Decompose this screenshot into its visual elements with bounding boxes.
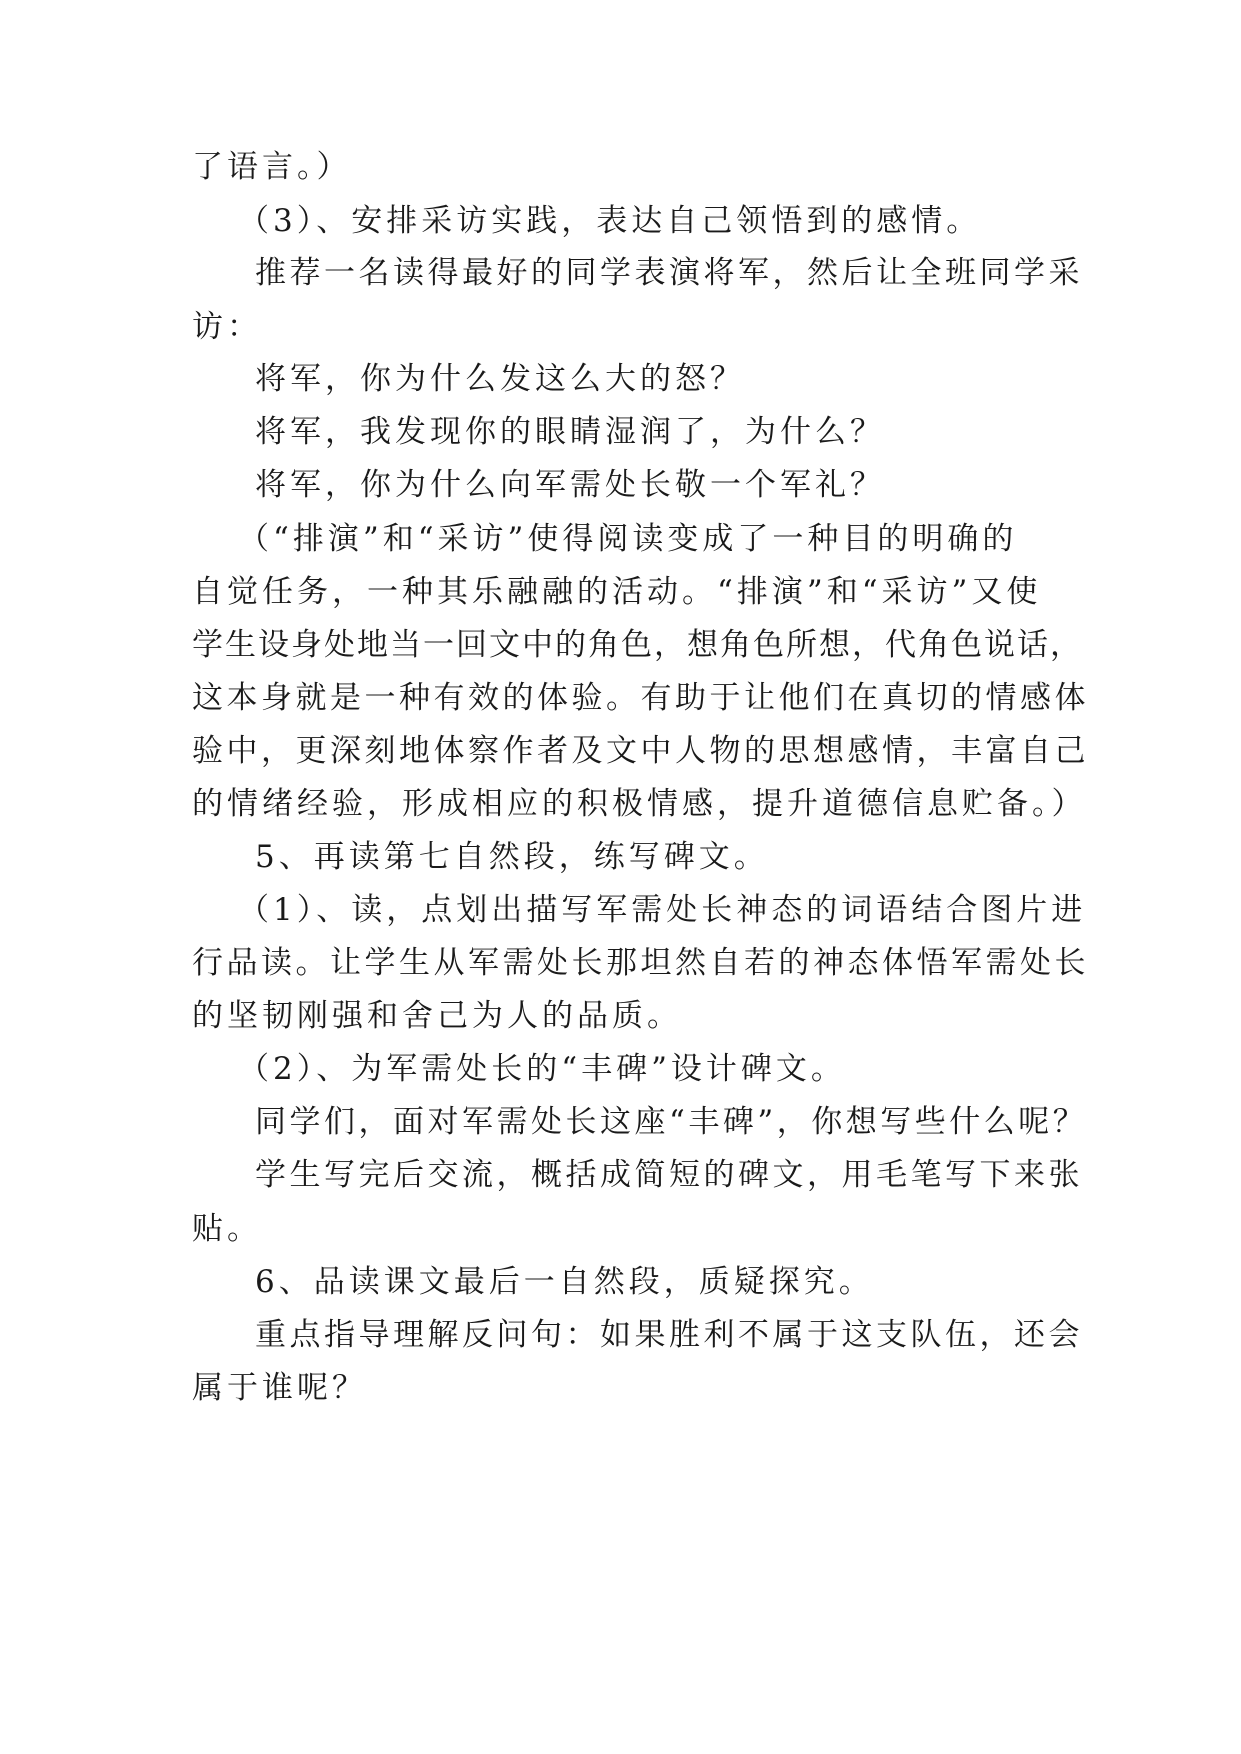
text-line: 了语言。） xyxy=(192,149,352,185)
text-line: 6、品读课文最后一自然段，质疑探究。 xyxy=(255,1264,874,1300)
text-line: 贴。 xyxy=(192,1211,262,1247)
text-line: 的情绪经验，形成相应的积极情感，提升道德信息贮备。） xyxy=(192,786,1087,822)
text-line: 属于谁呢？ xyxy=(192,1370,367,1406)
text-line: 同学们，面对军需处长这座“丰碑”，你想写些什么呢？ xyxy=(255,1104,1088,1140)
text-line: 行品读。让学生从军需处长那坦然自若的神态体悟军需处长 xyxy=(192,945,1089,981)
text-line: 推荐一名读得最好的同学表演将军，然后让全班同学采 xyxy=(255,255,1083,291)
text-line: 5、再读第七自然段，练写碑文。 xyxy=(255,839,769,875)
text-line: 重点指导理解反问句：如果胜利不属于这支队伍，还会 xyxy=(255,1317,1083,1353)
text-line: 学生设身处地当一回文中的角色，想角色所想，代角色说话， xyxy=(192,627,1083,663)
text-line: 自觉任务，一种其乐融融的活动。“排演”和“采访”又使 xyxy=(192,574,1042,610)
text-line: 访： xyxy=(192,309,262,345)
text-line: （1）、读，点划出描写军需处长神态的词语结合图片进 xyxy=(238,892,1087,928)
text-line: 这本身就是一种有效的体验。有助于让他们在真切的情感体 xyxy=(192,680,1089,716)
text-line: 学生写完后交流，概括成简短的碑文，用毛笔写下来张 xyxy=(255,1157,1083,1193)
text-line: （2）、为军需处长的“丰碑”设计碑文。 xyxy=(238,1051,846,1087)
text-line: 将军，你为什么发这么大的怒？ xyxy=(255,361,745,397)
text-line: 的坚韧刚强和舍己为人的品质。 xyxy=(192,998,682,1034)
text-line: （3）、安排采访实践，表达自己领悟到的感情。 xyxy=(238,203,982,239)
text-line: （“排演”和“采访”使得阅读变成了一种目的明确的 xyxy=(238,521,1018,557)
text-line: 验中，更深刻地体察作者及文中人物的思想感情，丰富自己 xyxy=(192,733,1089,769)
text-line: 将军，我发现你的眼睛湿润了，为什么？ xyxy=(255,414,885,450)
text-line: 将军，你为什么向军需处长敬一个军礼？ xyxy=(255,467,885,503)
